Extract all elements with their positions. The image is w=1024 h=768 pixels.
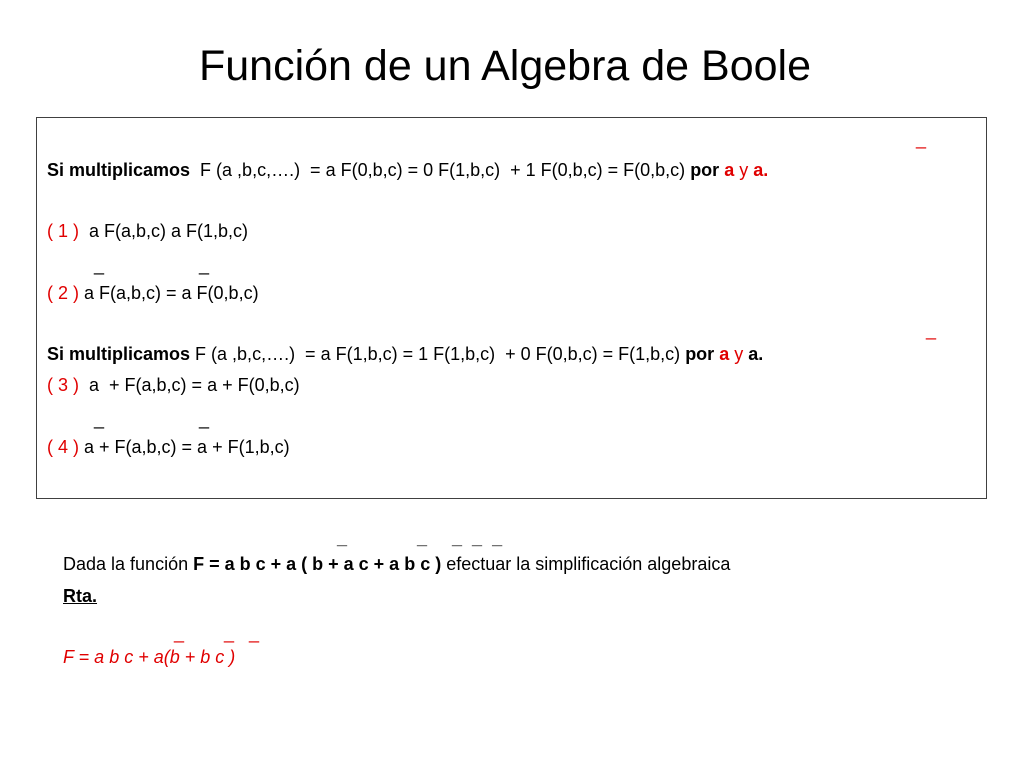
slide-title: Función de un Algebra de Boole (198, 42, 811, 90)
problem-tail: efectuar la simplificación algebraica (441, 554, 731, 574)
equation-text: a F(a,b,c) a F(1,b,c) (79, 221, 249, 241)
equation-number: ( 4 ) (47, 437, 80, 457)
equation-number: ( 3 ) (47, 375, 80, 395)
overbar-mark: _ (916, 129, 927, 149)
equation-3 (47, 374, 300, 396)
line-lead: Si multiplicamos (47, 344, 191, 364)
equation-text: a + F(a,b,c) = a + F(1,b,c) (79, 437, 290, 457)
problem-formula: F = a b c + a ( b + a c + a b c ) (193, 554, 442, 574)
problem-lead: Dada la función (63, 554, 194, 574)
var-a: a (719, 344, 730, 364)
multiply-line-1 (47, 159, 768, 181)
properties-box (36, 117, 987, 499)
line-expression: F (a ,b,c,….) = a F(0,b,c) = 0 F(1,b,c) + 1 F(0,b,c) = F(0,b,c) (190, 160, 691, 180)
line-expression: F (a ,b,c,….) = a F(1,b,c) = 1 F(1,b,c) + 0 F(0,b,c) = F(1,b,c) (190, 344, 686, 364)
answer-label: Rta. (63, 586, 98, 606)
equation-number: ( 2 ) (47, 283, 80, 303)
problem-statement (63, 553, 730, 575)
por-word: por (685, 344, 715, 364)
answer-formula: F = a b c + a(b + b c ) (63, 647, 236, 667)
equation-number: ( 1 ) (47, 221, 80, 241)
equation-2 (47, 282, 259, 304)
y-word: y (729, 344, 749, 364)
formula-overbars: _ _ _ _ _ (337, 528, 503, 548)
overbar-marks: _ _ (94, 409, 210, 429)
var-a: a (724, 160, 735, 180)
por-word: por (690, 160, 720, 180)
equation-1 (47, 220, 248, 242)
equation-4 (47, 436, 290, 458)
equation-text: a + F(a,b,c) = a + F(0,b,c) (79, 375, 300, 395)
multiply-line-2 (47, 343, 763, 365)
equation-text: a F(a,b,c) = a F(0,b,c) (79, 283, 259, 303)
var-a-negated: a. (753, 160, 769, 180)
var-a-negated: a. (748, 344, 764, 364)
overbar-mark: _ (926, 320, 937, 340)
line-lead: Si multiplicamos (47, 160, 191, 180)
y-word: y (734, 160, 754, 180)
overbar-marks: _ _ (94, 255, 210, 275)
answer-overbars: _ _ _ (174, 623, 260, 643)
